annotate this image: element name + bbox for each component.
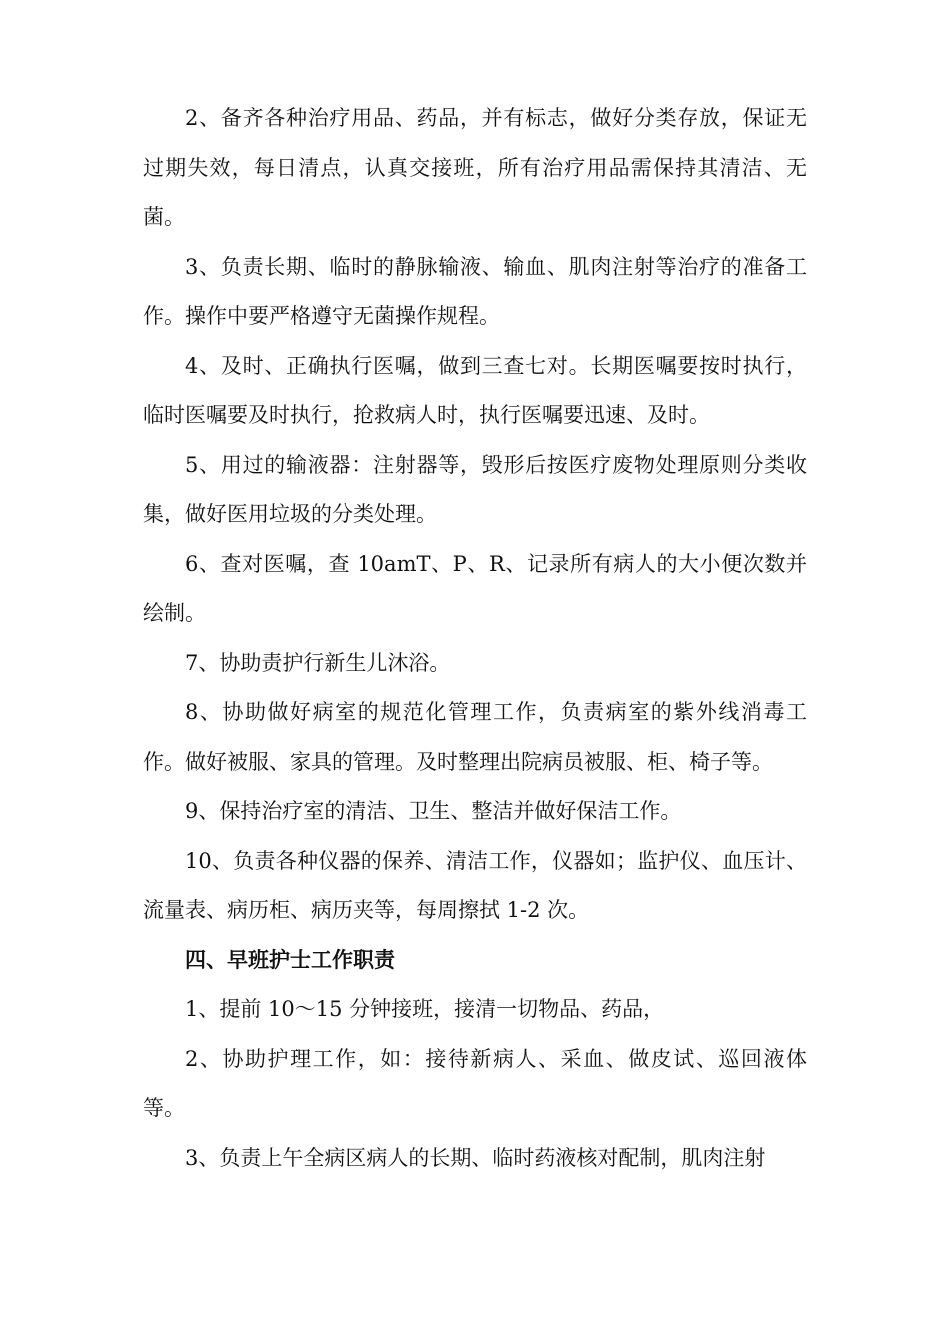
document-body: [143, 94, 807, 1183]
paragraph-item-9: 9、保持治疗室的清洁、卫生、整洁并做好保洁工作。: [185, 799, 682, 823]
paragraph-item-10: 10、负责各种仪器的保养、清洁工作，仪器如；监护仪、血压计、流量表、病历柜、病历夹等，每周擦拭 1-2 次。: [143, 848, 807, 922]
section-paragraph-2: 2、协助护理工作，如：接待新病人、采血、做皮试、巡回液体等。: [143, 1046, 807, 1120]
paragraph-item-3: 3、负责长期、临时的静脉输液、输血、肌肉注射等治疗的准备工作。操作中要严格遵守无菌操作规程。: [143, 254, 807, 328]
paragraph-item-8: 8、协助做好病室的规范化管理工作，负责病室的紫外线消毒工作。做好被服、家具的管理。及时整理出院病员被服、柜、椅子等。: [143, 700, 807, 774]
section-paragraph-3: 3、负责上午全病区病人的长期、临时药液核对配制，肌肉注射: [185, 1145, 766, 1170]
paragraph-item-6: 6、查对医嘱，查 10amT、P、R、记录所有病人的大小便次数并绘制。: [143, 551, 807, 625]
paragraph-item-4: 4、及时、正确执行医嘱，做到三查七对。长期医嘱要按时执行，临时医嘱要及时执行，抢救病人时，执行医嘱要迅速、及时。: [143, 353, 807, 427]
paragraph-item-7: 7、协助责护行新生儿沐浴。: [185, 650, 451, 675]
paragraph-item-5: 5、用过的输液器：注射器等，毁形后按医疗废物处理原则分类收集，做好医用垃圾的分类处理。: [143, 452, 807, 526]
section-heading: 四、早班护士工作职责: [185, 947, 395, 972]
section-paragraph-1: 1、提前 10～15 分钟接班，接清一切物品、药品，: [185, 997, 665, 1021]
paragraph-item-2: 2、备齐各种治疗用品、药品，并有标志，做好分类存放，保证无过期失效，每日清点，认真交接班，所有治疗用品需保持其清洁、无菌。: [143, 106, 807, 229]
